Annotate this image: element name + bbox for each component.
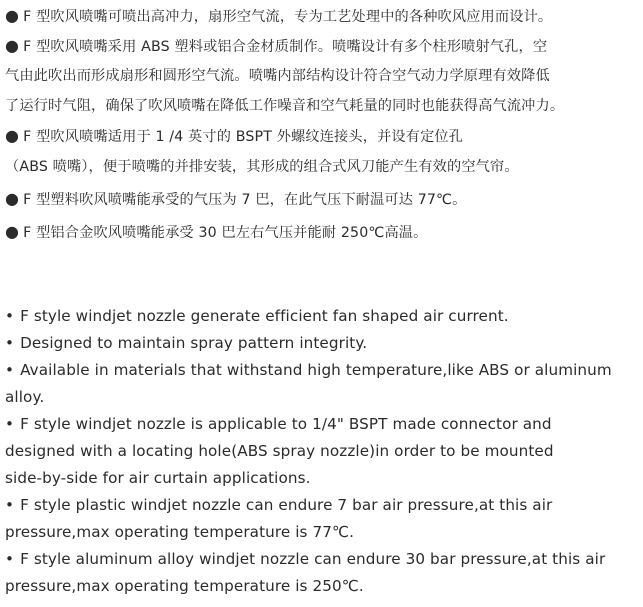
- cn-text: F 型吹风喷嘴适用于 1 /4 英寸的 BSPT 外螺纹连接头，并设有定位孔: [23, 129, 464, 145]
- bullet-dot-icon: ●: [5, 189, 20, 208]
- bullet-dot-icon: ●: [5, 222, 20, 241]
- bullet-dot-icon: ●: [5, 36, 20, 55]
- en-text: F style windjet nozzle generate efficient fan shaped air current.: [20, 307, 509, 325]
- en-text-continuation: alloy.: [5, 388, 45, 406]
- cn-text-continuation: 气由此吹出而形成扇形和圆形空气流。喷嘴内部结构设计符合空气动力学原理有效降低: [5, 68, 550, 84]
- cn-bullet-item: [5, 123, 641, 150]
- cn-bullet-item: [5, 186, 641, 213]
- cn-text-continuation: （ABS 喷嘴），便于喷嘴的并排安装，其形成的组合式风刀能产生有效的空气帘。: [5, 159, 519, 175]
- bullet-dot-icon: ●: [5, 6, 20, 25]
- cn-bullet-item: [5, 33, 641, 60]
- en-text-continuation: pressure,max operating temperature is 77℃.: [5, 523, 355, 541]
- bullet-dot-icon: •: [5, 550, 15, 568]
- bullet-dot-icon: •: [5, 334, 15, 352]
- bullet-dot-icon: •: [5, 496, 15, 514]
- en-text: F style aluminum alloy windjet nozzle can endure 30 bar pressure,at this air: [20, 550, 606, 568]
- en-bullet-item: [5, 412, 641, 436]
- en-bullet-item: [5, 304, 641, 328]
- en-text: F style windjet nozzle is applicable to 1/4" BSPT made connector and: [20, 415, 552, 433]
- bullet-dot-icon: •: [5, 415, 15, 433]
- en-text-continuation: side-by-side for air curtain applications.: [5, 469, 311, 487]
- cn-text-continuation: 了运行时气阻，确保了吹风喷嘴在降低工作噪音和空气耗量的同时也能获得高气流冲力。: [5, 98, 565, 114]
- en-bullet-item: [5, 358, 641, 382]
- en-bullet-item: [5, 493, 641, 517]
- en-text-continuation: designed with a locating hole(ABS spray nozzle)in order to be mounted: [5, 442, 554, 460]
- en-text-continuation: pressure,max operating temperature is 250℃.: [5, 577, 364, 595]
- cn-text: F 型吹风喷嘴可喷出高冲力，扇形空气流，专为工艺处理中的各种吹风应用而设计。: [23, 9, 553, 25]
- en-text: F style plastic windjet nozzle can endure 7 bar air pressure,at this air: [20, 496, 553, 514]
- bullet-dot-icon: •: [5, 361, 15, 379]
- en-bullet-item: [5, 547, 641, 571]
- en-text: Available in materials that withstand high temperature,like ABS or aluminum: [20, 361, 612, 379]
- cn-bullet-item: [5, 219, 641, 246]
- cn-text: F 型塑料吹风喷嘴能承受的气压为 7 巴，在此气压下耐温可达 77℃。: [23, 192, 467, 208]
- cn-text: F 型铝合金吹风喷嘴能承受 30 巴左右气压并能耐 250℃高温。: [23, 225, 428, 241]
- en-bullet-item: [5, 331, 641, 355]
- en-text: Designed to maintain spray pattern integrity.: [20, 334, 368, 352]
- bullet-dot-icon: ●: [5, 126, 20, 145]
- bullet-dot-icon: •: [5, 307, 15, 325]
- cn-bullet-item: [5, 3, 641, 30]
- cn-text: F 型吹风喷嘴采用 ABS 塑料或铝合金材质制作。喷嘴设计有多个柱形喷射气孔，空: [23, 39, 548, 55]
